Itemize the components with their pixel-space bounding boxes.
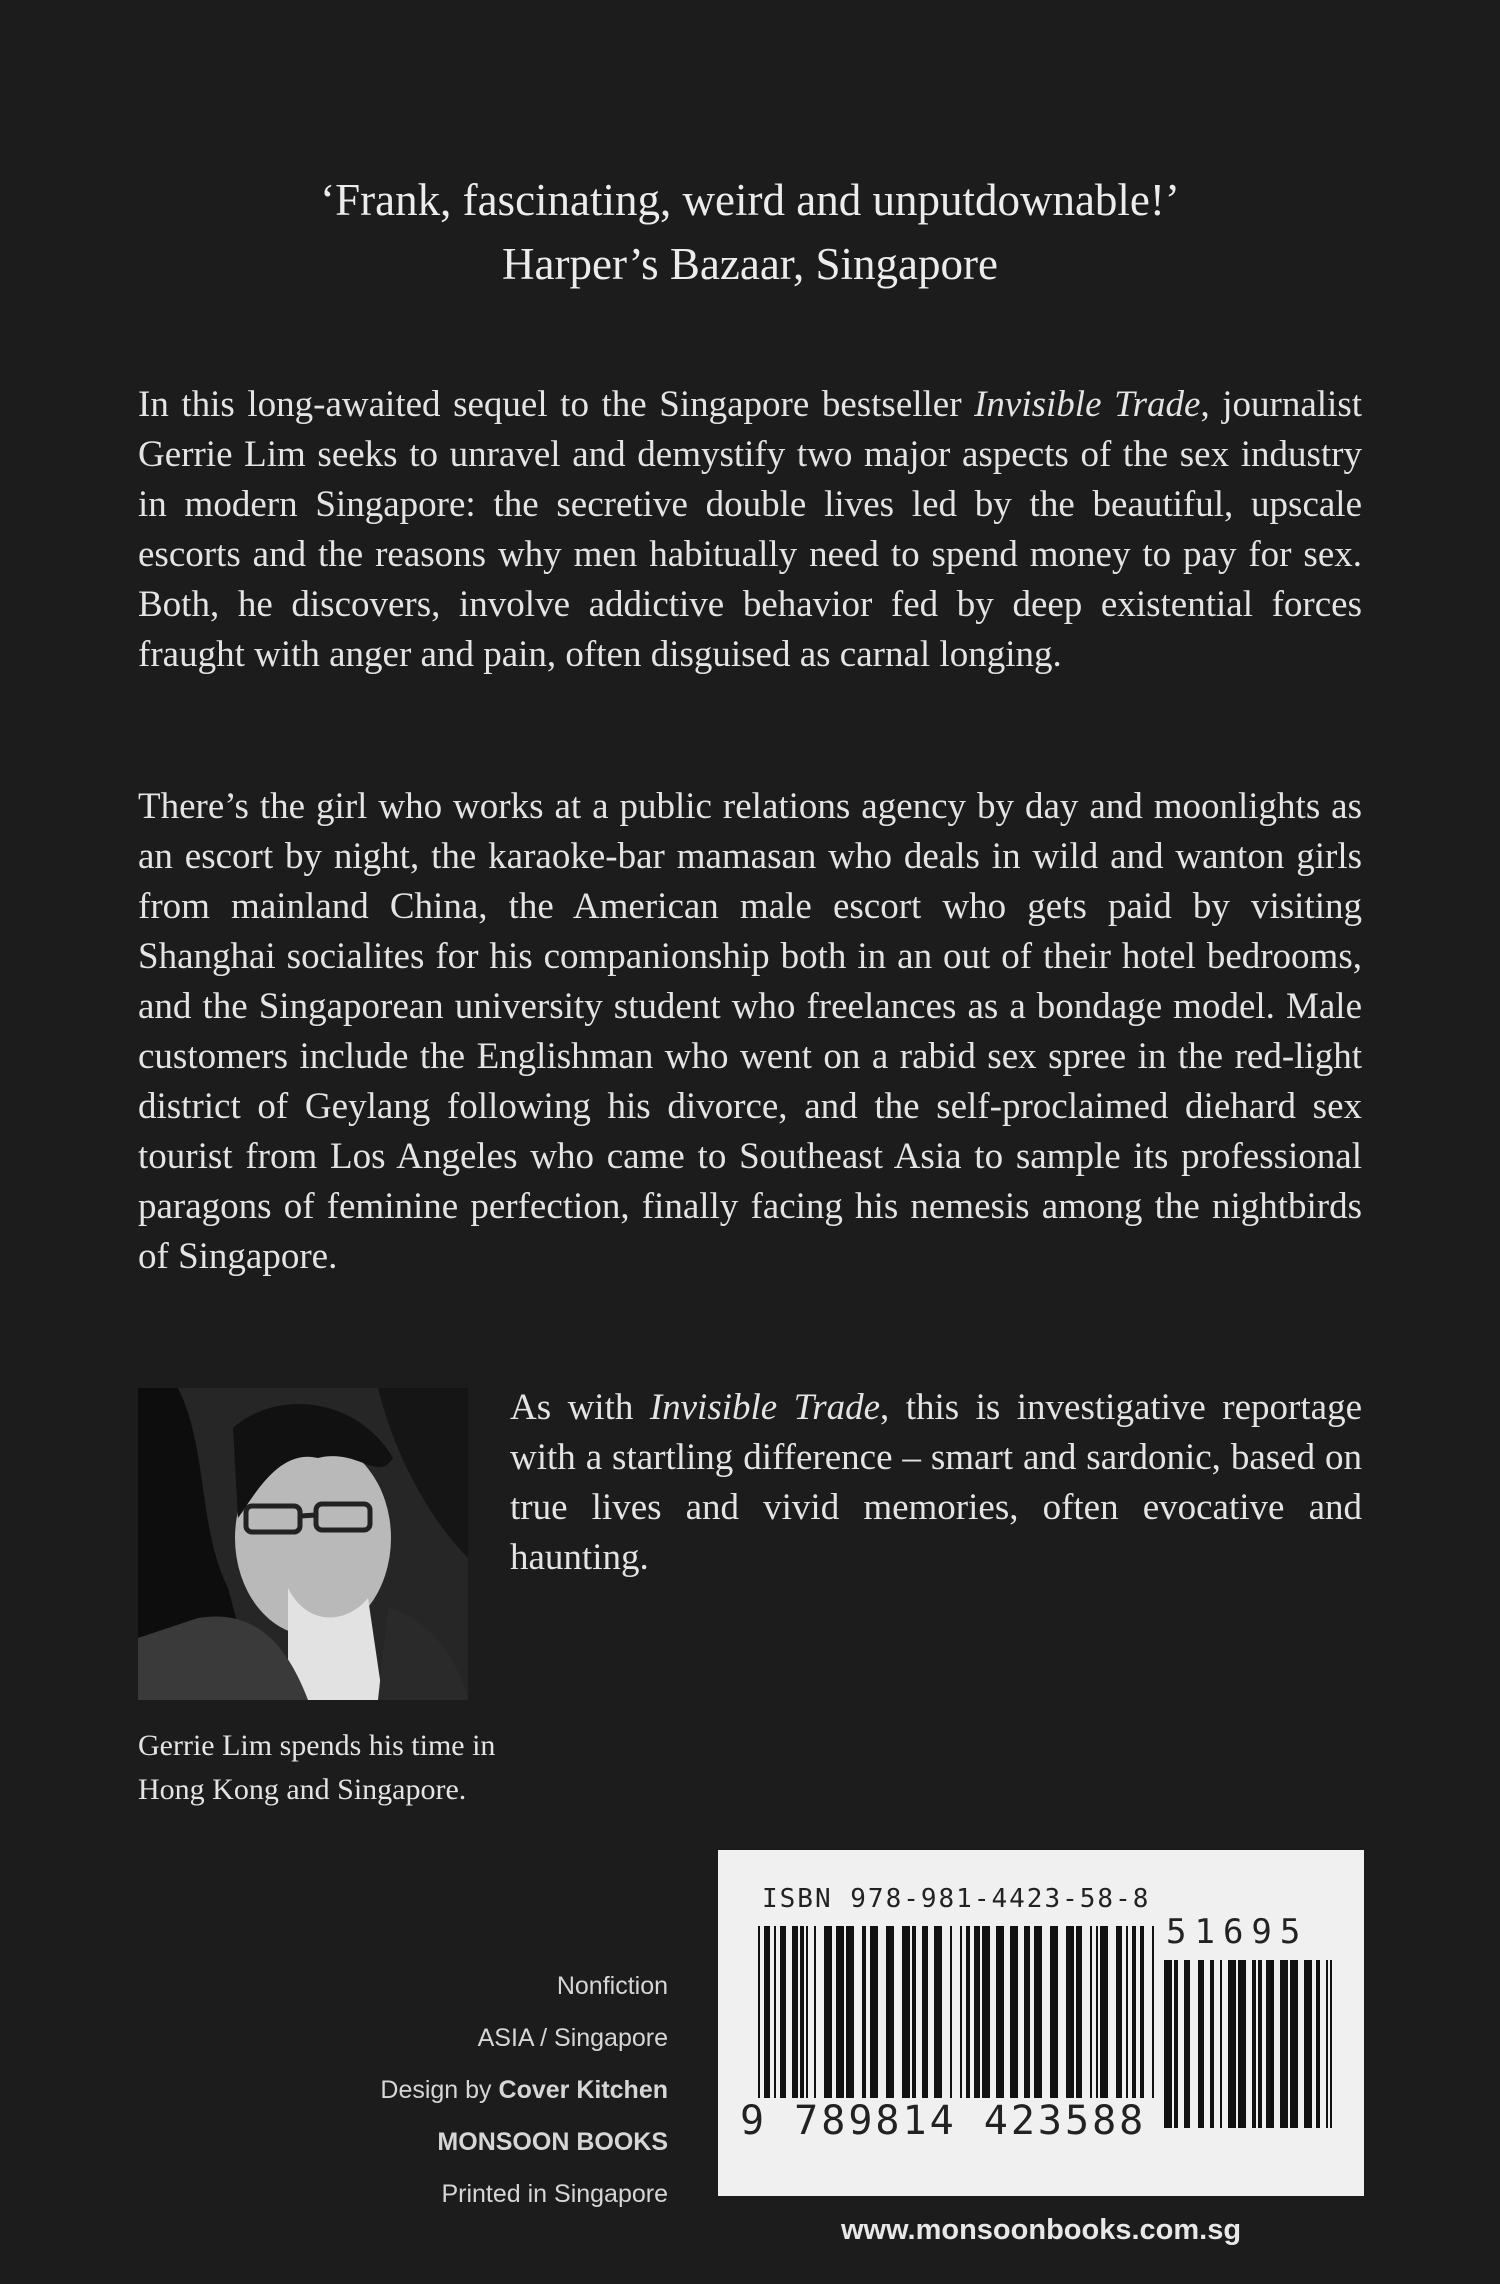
barcode-bar [1010, 1926, 1018, 2098]
barcode-bar [912, 1926, 916, 2098]
barcode-bar [806, 1926, 808, 2098]
isbn-label: ISBN 978-981-4423-58-8 [762, 1884, 1151, 1914]
barcode-bar [1228, 1960, 1236, 2128]
barcode-bar [1050, 1926, 1058, 2098]
quote-text: ‘Frank, fascinating, weird and unputdownable!’ [320, 175, 1180, 225]
author-photo [138, 1388, 468, 1700]
barcode-bar [1280, 1960, 1288, 2128]
barcode-bar [780, 1926, 786, 2098]
barcode-bar [1066, 1926, 1074, 2098]
author-caption: Gerrie Lim spends his time in Hong Kong and Singapore. [138, 1729, 496, 1806]
barcode-bar [1152, 1926, 1154, 2098]
ean-barcode-bars [758, 1926, 1154, 2098]
design-studio: Cover Kitchen [498, 2076, 668, 2104]
blurb-paragraph-1 [138, 380, 1362, 680]
region-label: ASIA / Singapore [477, 2024, 668, 2052]
barcode-bar [886, 1926, 894, 2098]
barcode-bar [758, 1926, 760, 2098]
barcode-bar [1034, 1926, 1042, 2098]
barcode-bar [1326, 1960, 1328, 2128]
barcode-bar [1220, 1960, 1222, 2128]
barcode-bar [846, 1926, 854, 2098]
barcode-bar [1174, 1960, 1178, 2128]
barcode-bar [996, 1926, 1004, 2098]
barcode-bar [774, 1926, 776, 2098]
barcode-bar [1252, 1960, 1256, 2128]
barcode-bar [974, 1926, 980, 2098]
blurb-text: , journalist Gerrie Lim seeks to unravel and demystify two major aspects of the sex industry in modern Singapore: the secretive double lives led by the beautiful, upscale escorts and the reasons why men habitually need to spend money to pay for sex. Both, he discovers, involve addictive behavior fed by deep existential forces fraught with anger and pain, often disguised as carnal longing. [138, 384, 1363, 675]
barcode-bar [1184, 1960, 1190, 2128]
barcode-bar [764, 1926, 770, 2098]
quote-source: Harper’s Bazaar, Singapore [502, 239, 998, 289]
barcode-bar [814, 1926, 816, 2098]
barcode-bar [836, 1926, 844, 2098]
publisher-label: MONSOON BOOKS [437, 2128, 668, 2156]
barcode-bar [1238, 1960, 1246, 2128]
barcode-bar [1266, 1960, 1274, 2128]
barcode-bar [824, 1926, 832, 2098]
barcode-bar [1316, 1960, 1320, 2128]
barcode-bar [1140, 1926, 1144, 2098]
barcode-bar [1258, 1960, 1262, 2128]
blurb-paragraph-3 [510, 1383, 1362, 1583]
barcode-bar [792, 1926, 798, 2098]
book-title-reference: Invisible Trade [649, 1387, 881, 1428]
barcode-bar [1096, 1926, 1098, 2098]
category-label: Nonfiction [556, 1972, 668, 2000]
barcode-bar [1024, 1926, 1030, 2098]
blurb-text: As with [510, 1387, 650, 1428]
barcode-bar [1290, 1960, 1298, 2128]
book-title-reference: Invisible Trade [974, 384, 1201, 425]
imprint-info [268, 1960, 668, 2220]
barcode-bar [1304, 1960, 1312, 2128]
barcode-bar [922, 1926, 928, 2098]
barcode-bar [1116, 1926, 1122, 2098]
barcode-bar [1164, 1960, 1172, 2128]
barcode-bar [950, 1926, 952, 2098]
barcode-bar [1210, 1960, 1214, 2128]
review-quote [0, 168, 1500, 296]
author-portrait-image [138, 1388, 468, 1700]
barcode-bar [1100, 1926, 1108, 2098]
design-credit [268, 2064, 668, 2116]
isbn-barcode [718, 1850, 1364, 2196]
design-prefix: Design by [380, 2076, 499, 2104]
barcode-bar [862, 1926, 866, 2098]
barcode-bar [1330, 1960, 1332, 2128]
barcode-bar [1076, 1926, 1082, 2098]
barcode-bar [902, 1926, 910, 2098]
blurb-text: In this long-awaited sequel to the Singapore bestseller [138, 384, 975, 425]
barcode-bar [1132, 1926, 1136, 2098]
blurb-text: , this is investigative reportage with a startling difference – smart and sardonic, based on true lives and vivid memories, often evocative and haunting. [510, 1387, 1362, 1578]
barcode-bar [966, 1926, 970, 2098]
printed-label: Printed in Singapore [441, 2180, 668, 2208]
publisher-website: www.monsoonbooks.com.sg [840, 2214, 1242, 2246]
barcode-bar [800, 1926, 804, 2098]
price-code: 51695 [1166, 1912, 1309, 1952]
barcode-bar [982, 1926, 990, 2098]
barcode-bar [870, 1926, 878, 2098]
addon-barcode-bars [1164, 1960, 1332, 2128]
barcode-bar [934, 1926, 942, 2098]
barcode-digits: 9 789814 423588 [740, 2098, 1147, 2144]
blurb-paragraph-2: There’s the girl who works at a public relations agency by day and moonlights as an escort by night, the karaoke-bar mamasan who deals in wild and wanton girls from mainland China, the American male escort who gets paid by visiting Shanghai socialites for his companionship both in an out of their hotel bedrooms, and the Singaporean university student who freelances as a bondage model. Male customers include the Englishman who went on a rabid sex spree in the red-light district of Geylang following his divorce, and the self-proclaimed diehard sex tourist from Los Angeles who came to Southeast Asia to sample its professional paragons of feminine perfection, finally facing his nemesis among the nightbirds of Singapore. [138, 786, 1362, 1277]
barcode-bar [1090, 1926, 1092, 2098]
barcode-bar [1198, 1960, 1204, 2128]
barcode-bar [1126, 1926, 1128, 2098]
barcode-bar [960, 1926, 962, 2098]
